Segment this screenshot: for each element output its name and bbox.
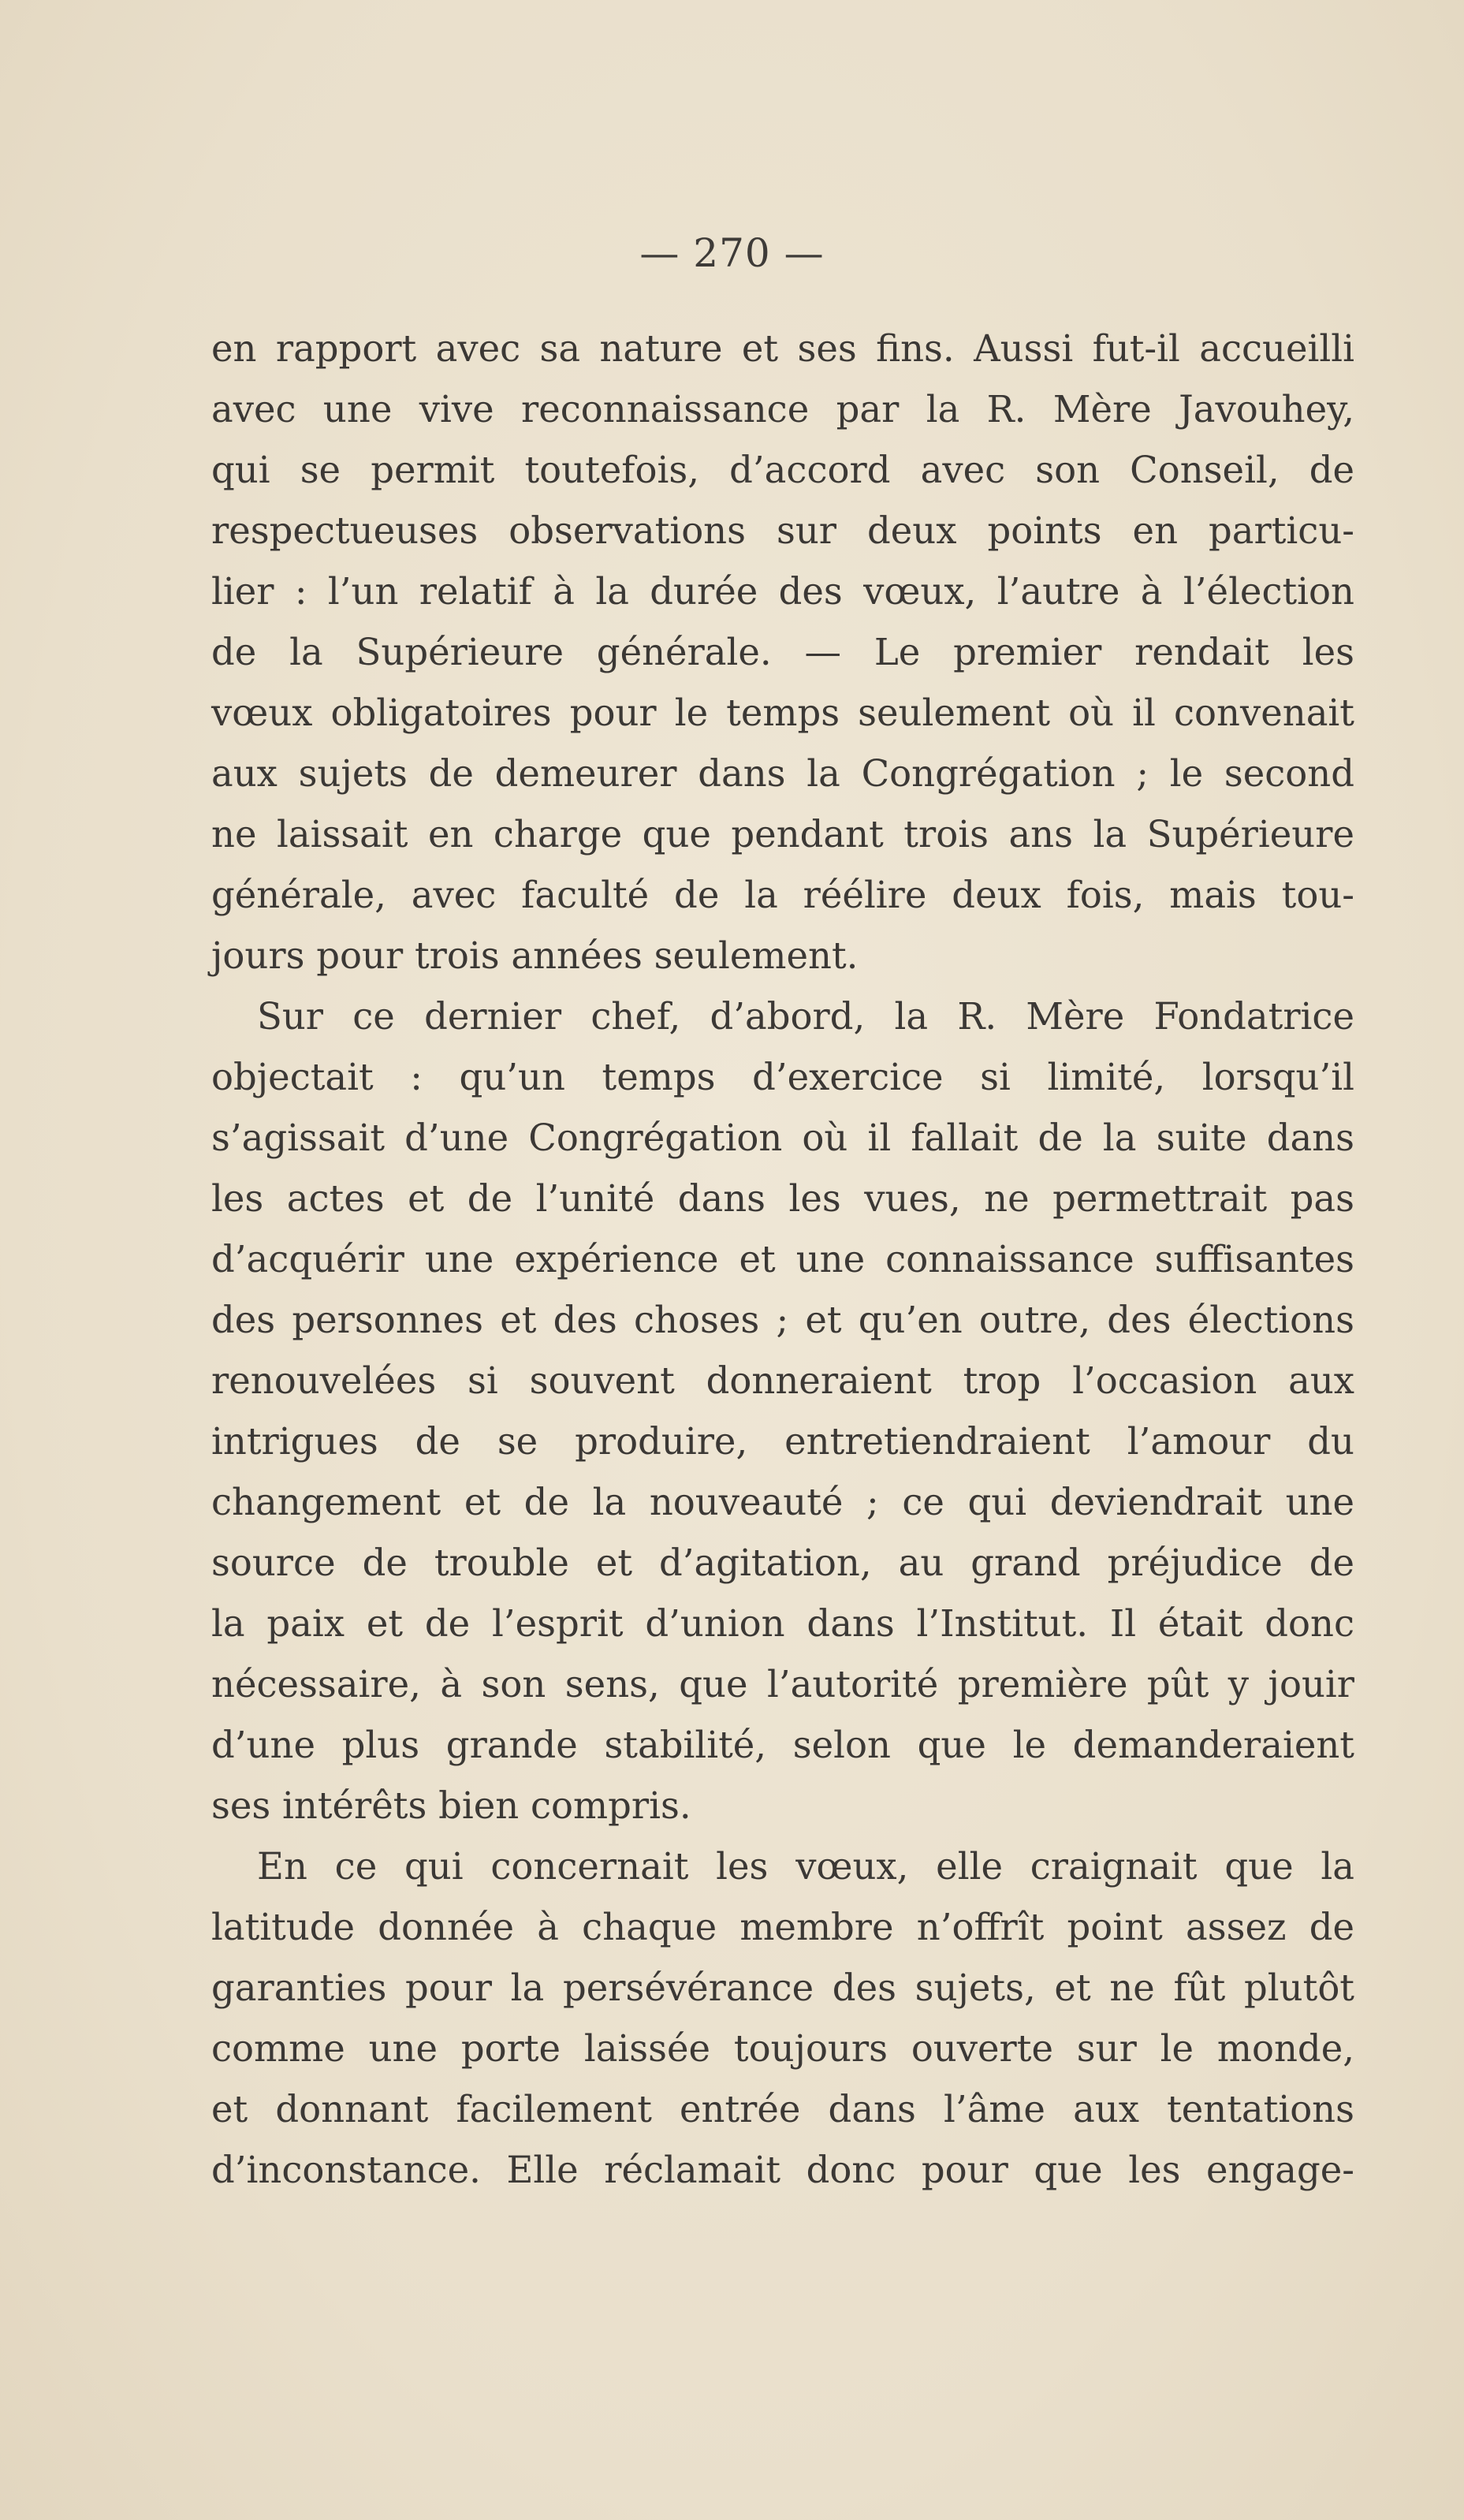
text-line: comme une porte laissée toujours ouverte sur le monde, [211,2027,1354,2070]
text-line: objectait : qu’un temps d’exercice si limité, lorsqu’il [211,1056,1354,1098]
text-line: générale, avec faculté de la réélire deux fois, mais tou- [211,874,1354,916]
paragraph-3 [211,1836,1354,2201]
body-text [211,319,1354,2201]
paragraph-1 [211,319,1354,986]
text-line: ne laissait en charge que pendant trois ans la Supérieure [211,813,1354,856]
text-line: changement et de la nouveauté ; ce qui deviendrait une [211,1481,1354,1523]
paragraph-2 [211,986,1354,1836]
text-line: la paix et de l’esprit d’union dans l’Institut. Il était donc [211,1602,1354,1645]
text-line: respectueuses observations sur deux points en particu- [211,509,1354,552]
text-line: d’une plus grande stabilité, selon que le demanderaient [211,1724,1354,1766]
text-line: jours pour trois années seulement. [211,934,859,977]
text-line: latitude donnée à chaque membre n’offrît point assez de [211,1906,1354,1948]
text-line: vœux obligatoires pour le temps seulement où il convenait [211,692,1354,734]
text-line: nécessaire, à son sens, que l’autorité première pût y jouir [211,1663,1354,1705]
text-line: qui se permit toutefois, d’accord avec son Conseil, de [211,449,1354,491]
text-line: d’acquérir une expérience et une connaissance suffisantes [211,1238,1354,1281]
text-line: de la Supérieure générale. — Le premier rendait les [211,631,1354,673]
text-line: et donnant facilement entrée dans l’âme aux tentations [211,2088,1354,2130]
text-line: avec une vive reconnaissance par la R. Mère Javouhey, [211,388,1354,431]
text-line: d’inconstance. Elle réclamait donc pour que les engage- [211,2149,1354,2191]
page-number: — 270 — [639,230,825,276]
text-line: En ce qui concernait les vœux, elle craignait que la [257,1845,1354,1888]
text-line: renouvelées si souvent donneraient trop l’occasion aux [211,1359,1354,1402]
text-line: source de trouble et d’agitation, au grand préjudice de [211,1541,1354,1584]
text-line: en rapport avec sa nature et ses fins. Aussi fut-il accueilli [211,327,1354,370]
text-line: aux sujets de demeurer dans la Congrégation ; le second [211,752,1354,795]
text-line: les actes et de l’unité dans les vues, ne permettrait pas [211,1177,1354,1220]
text-line: lier : l’un relatif à la durée des vœux, l’autre à l’élection [211,570,1354,613]
text-line: intrigues de se produire, entretiendraient l’amour du [211,1420,1354,1463]
text-line: des personnes et des choses ; et qu’en outre, des élections [211,1299,1354,1341]
text-line: garanties pour la persévérance des sujets, et ne fût plutôt [211,1966,1354,2009]
text-line: ses intérêts bien compris. [211,1784,691,1827]
text-line: s’agissait d’une Congrégation où il fallait de la suite dans [211,1116,1354,1159]
text-line: Sur ce dernier chef, d’abord, la R. Mère Fondatrice [257,995,1354,1038]
